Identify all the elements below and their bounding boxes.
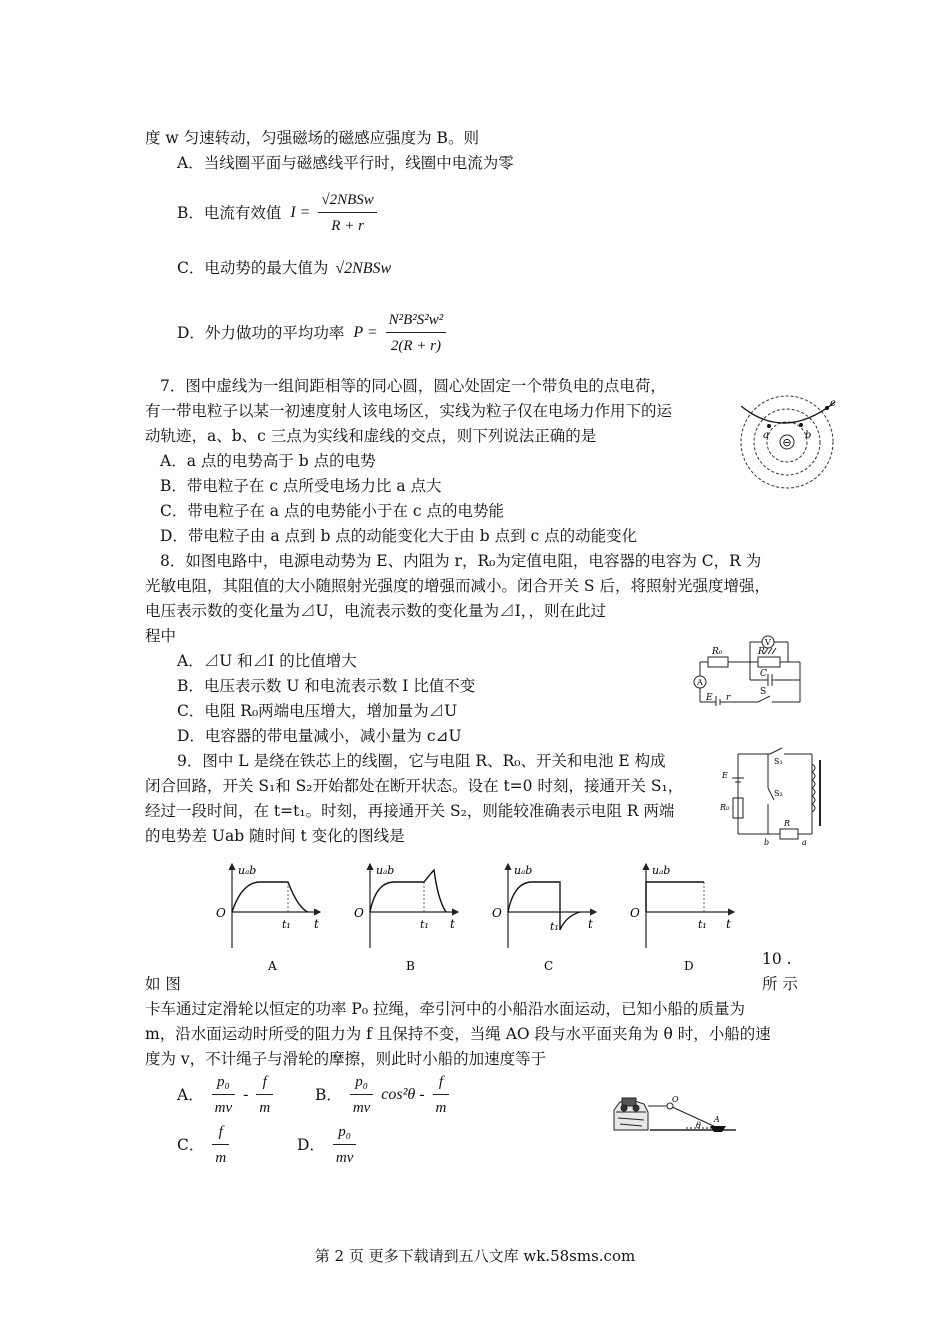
q9-graph-b-t1: t₁: [420, 918, 429, 931]
q10-option-d-num: p₀: [333, 1122, 357, 1145]
q9-graph-a-t1: t₁: [282, 918, 291, 931]
q9-graph-c-label: C: [544, 959, 554, 973]
q10-label-a: A: [714, 1115, 720, 1124]
q9-graph-b-origin: O: [354, 906, 364, 920]
q10-option-b-frac2: [433, 1072, 450, 1118]
q10-label-o: O: [672, 1095, 679, 1104]
q10-option-b-frac1: [350, 1072, 374, 1118]
q10-option-a: [177, 1072, 276, 1122]
q6-option-b-fraction: [318, 190, 376, 236]
q10-option-b-den2: m: [435, 1100, 447, 1116]
q8-label-v: V: [765, 638, 771, 647]
q10-option-b-num2: f: [433, 1072, 450, 1095]
q7-line-3: 动轨迹，a、b、c 三点为实线和虚线的交点，则下列说法正确的是: [145, 427, 597, 445]
q7-line-1: 7．图中虚线为一组间距相等的同心圆，圆心处固定一个带负电的点电荷，: [160, 377, 666, 395]
q10-option-b-den1: mv: [352, 1100, 371, 1116]
q8-label-r-internal: r: [726, 693, 731, 703]
q10-option-b-num1: p₀: [350, 1072, 374, 1095]
q10-option-c-frac: [212, 1122, 229, 1168]
q6-option-d-lhs: P =: [353, 324, 378, 341]
q9-graph-a-label: A: [268, 959, 277, 973]
q8-label-r: R: [758, 647, 765, 657]
q10-option-d-label: D．: [297, 1136, 325, 1154]
q10-lead-right: 所 示: [762, 975, 798, 993]
q8-option-a: A．⊿U 和⊿I 的比值增大: [177, 652, 357, 670]
q9-graph-a-origin: O: [216, 906, 226, 920]
q10-truck-boat-figure: [610, 1090, 740, 1140]
q8-line-4: 程中: [145, 627, 177, 645]
q6-option-b-text: B．电流有效值: [177, 204, 282, 222]
q9-graph-a-t: t: [314, 917, 319, 931]
page-footer: 第 2 页 更多下载请到五八文库 wk.58sms.com: [314, 1247, 636, 1265]
q7-line-2: 有一带电粒子以某一初速度射人该电场区，实线为粒子仅在电场力作用下的运: [145, 402, 673, 420]
q10-lead-left: 如 图: [145, 975, 181, 993]
q6-option-c: [177, 258, 391, 279]
q10-option-d-den: mv: [335, 1150, 354, 1166]
q10-option-a-label: A．: [177, 1086, 204, 1104]
q8-label-r0: R₀: [712, 647, 723, 657]
q6-intro: 度 w 匀速转动，匀强磁场的磁感应强度为 B。则: [145, 129, 479, 147]
q9-graph-b: [354, 864, 458, 973]
q10-option-b-cos: cos²θ -: [381, 1086, 425, 1103]
q7-center-charge: ⊖: [782, 436, 792, 449]
q6-option-d-fraction: [386, 310, 447, 356]
q10-option-a-den2: m: [259, 1100, 271, 1116]
q7-option-c: C．带电粒子在 a 点的电势能小于在 c 点的电势能: [160, 502, 504, 520]
q9-line-1: 9．图中 L 是绕在铁芯上的线圈，它与电阻 R、R₀、开关和电池 E 构成: [177, 752, 666, 770]
q6-option-c-expr: √2NBSw: [335, 260, 392, 277]
q9-circuit-figure: [718, 742, 826, 846]
q8-label-s: S: [760, 687, 767, 697]
q9-graph-b-label: B: [406, 959, 415, 973]
q6-option-c-text: C．电动势的最大值为: [177, 259, 329, 277]
q7-option-b: B．带电粒子在 c 点所受电场力比 a 点大: [160, 477, 442, 495]
q10-line-3: 度为 v，不计绳子与滑轮的摩擦，则此时小船的加速度等于: [145, 1050, 547, 1068]
q10-option-c-num: f: [212, 1122, 229, 1145]
q6-option-d-text: D．外力做功的平均功率: [177, 324, 345, 342]
q9-label-s2: S₂: [774, 789, 783, 798]
q10-option-b-label: B．: [315, 1086, 342, 1104]
q10-option-a-num1: p₀: [212, 1072, 236, 1095]
q8-circuit-figure: [688, 630, 808, 706]
q9-graph-d: [630, 864, 734, 973]
q9-graph-d-origin: O: [630, 906, 640, 920]
q9-label-r0: R₀: [720, 803, 730, 812]
q10-option-c-den: m: [215, 1150, 227, 1166]
q9-label-a: a: [802, 838, 807, 846]
q9-line-3: 经过一段时间，在 t=t₁。时刻，再接通开关 S₂，则能较准确表示电阻 R 两端: [145, 802, 675, 820]
q9-graph-d-t: t: [726, 917, 731, 931]
q6-option-d: [177, 310, 449, 362]
q9-graph-c-t1: t₁: [550, 920, 559, 933]
q10-option-a-frac1: [212, 1072, 236, 1118]
q8-label-c: C: [760, 669, 767, 679]
q9-graph-c-origin: O: [492, 906, 502, 920]
q10-option-a-minus: -: [243, 1086, 249, 1103]
q7-option-d: D．带电粒子由 a 点到 b 点的动能变化大于由 b 点到 c 点的动能变化: [160, 527, 638, 545]
q9-graph-a-ylabel: uₐb: [238, 864, 257, 877]
q6-option-b-lhs: I =: [290, 204, 311, 221]
q9-graph-d-label: D: [684, 959, 694, 973]
q8-option-c: C．电阻 R₀两端电压增大，增加量为⊿U: [177, 702, 458, 720]
q6-option-b-numerator: √2NBSw: [318, 190, 376, 213]
q10-option-c: [177, 1122, 232, 1172]
q9-graph-b-ylabel: uₐb: [376, 864, 395, 877]
q10-option-a-num2: f: [256, 1072, 273, 1095]
q6-option-a: A．当线圈平面与磁感线平行时，线圈中电流为零: [177, 154, 514, 172]
q9-graph-options: [210, 860, 770, 980]
q9-graph-d-ylabel: uₐb: [652, 864, 671, 877]
q10-number: 10 .: [762, 950, 792, 968]
q6-option-d-numerator: N²B²S²w²: [386, 310, 447, 333]
q9-graph-d-t1: t₁: [698, 918, 707, 931]
q9-label-e: E: [722, 771, 728, 780]
q6-option-d-denominator: 2(R + r): [390, 338, 441, 354]
q10-option-d-frac: [333, 1122, 357, 1168]
q8-option-d: D．电容器的带电量减小，减小量为 c⊿U: [177, 727, 462, 745]
q9-graph-a: [216, 864, 320, 973]
q8-line-1: 8．如图电路中，电源电动势为 E、内阻为 r，R₀为定值电阻，电容器的电容为 C，R 为: [160, 552, 762, 570]
q8-line-3: 电压表示数的变化量为⊿U，电流表示数的变化量为⊿I，，则在此过: [145, 602, 606, 620]
q10-label-theta: θ: [696, 1121, 701, 1130]
q8-label-a: A: [697, 678, 703, 687]
q10-option-a-frac2: [256, 1072, 273, 1118]
q9-line-4: 的电势差 Uab 随时间 t 变化的图线是: [145, 827, 405, 845]
q9-graph-c-t: t: [588, 917, 593, 931]
q9-label-b: b: [764, 838, 770, 846]
q7-label-a: a: [763, 430, 769, 441]
q8-label-e: E: [706, 693, 713, 703]
q6-option-b: [177, 190, 380, 240]
q10-option-c-label: C．: [177, 1136, 205, 1154]
q7-label-c: c: [830, 398, 836, 409]
q10-line-2: m，沿水面运动时所受的阻力为 f 且保持不变，当绳 AO 段与水平面夹角为 θ 时，小船的速: [145, 1025, 771, 1043]
q9-label-s1: S₁: [774, 757, 783, 766]
q8-line-2: 光敏电阻，其阻值的大小随照射光强度的增强而减小。闭合开关 S 后，将照射光强度增强，: [145, 577, 770, 595]
q9-graph-b-t: t: [450, 917, 455, 931]
q10-option-b: [315, 1072, 452, 1122]
q7-label-b: b: [805, 430, 812, 441]
q9-graph-c: [492, 864, 596, 973]
q9-label-r: R: [784, 819, 791, 828]
q10-option-d: [297, 1122, 359, 1172]
q7-concentric-circles-figure: [735, 392, 845, 492]
q6-option-b-denominator: R + r: [331, 218, 364, 234]
q9-line-2: 闭合回路，开关 S₁和 S₂开始都处在断开状态。设在 t=0 时刻，接通开关 S₁，: [145, 777, 684, 795]
q9-graph-c-ylabel: uₐb: [514, 864, 533, 877]
q7-option-a: A．a 点的电势高于 b 点的电势: [160, 452, 376, 470]
q10-line-1: 卡车通过定滑轮以恒定的功率 P₀ 拉绳，牵引河中的小船沿水面运动，已知小船的质量为: [145, 1000, 745, 1018]
q10-option-a-den1: mv: [214, 1100, 233, 1116]
q8-option-b: B．电压表示数 U 和电流表示数 I 比值不变: [177, 677, 476, 695]
